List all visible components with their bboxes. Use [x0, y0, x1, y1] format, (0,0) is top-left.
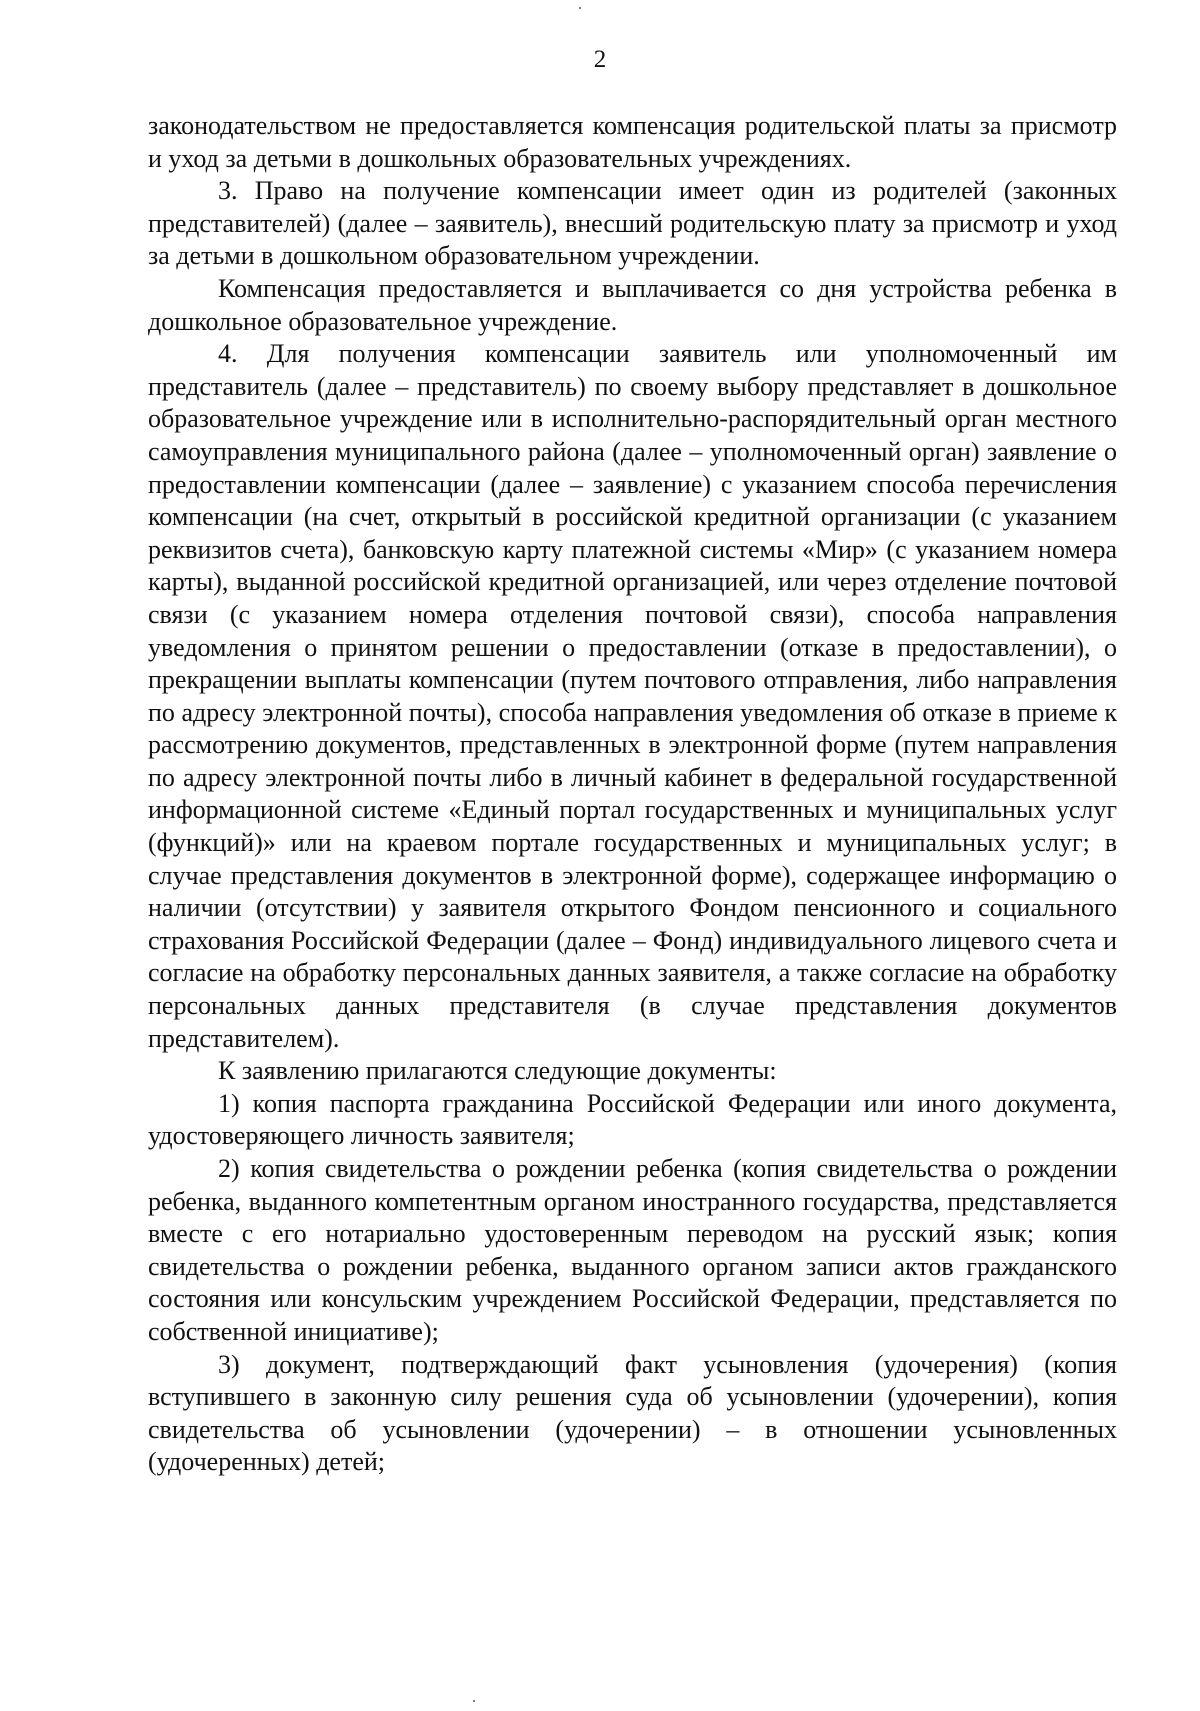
- paragraph-2: 3. Право на получение компенсации имеет один из родителей (законных представителей) (далее – заявитель), внесший родительскую плату за присмотр и уход за детьми в дошкольном образовательном учреждении.: [148, 176, 1117, 271]
- paragraph-4: 4. Для получения компенсации заявитель или уполномоченный им представитель (далее – представитель) по своему выбору представляет в дошкольное образовательное учреждение или в исполнительно-распорядительный орган местного самоуправления муниципального района (далее – уполномоченный орган) заявление о предоставлении компенсации (далее – заявление) с указанием способа перечисления компенсации (на счет, открытый в российской кредитной организации (с указанием реквизитов счета), банковскую карту платежной системы «Мир» (с указанием номера карты), выданной российской кредитной организацией, или через отделение почтовой связи (с указанием номера отделения почтовой связи), способа направления уведомления о принятом решении о предоставлении (отказе в предоставлении), о прекращении выплаты компенсации (путем почтового отправления, либо направления по адресу электронной почты), способа направления уведомления об отказе в приеме к рассмотрению документов, представленных в электронной форме (путем направления по адресу электронной почты либо в личный кабинет в федеральной государственной информационной системе «Единый портал государственных и муниципальных услуг (функций)» или на краевом портале государственных и муниципальных услуг; в случае представления документов в электронной форме), содержащее информацию о наличии (отсутствии) у заявителя открытого Фондом пенсионного и социального страхования Российской Федерации (далее – Фонд) индивидуального лицевого счета и согласие на обработку персональных данных заявителя, а также согласие на обработку персональных данных представителя (в случае представления документов представителем).: [148, 339, 1117, 1053]
- scan-speck-bottom: [473, 1700, 475, 1702]
- paragraph-3: Компенсация предоставляется и выплачивается со дня устройства ребенка в дошкольное образовательное учреждение.: [148, 273, 1117, 336]
- list-item-1: 1) копия паспорта гражданина Российской Федерации или иного документа, удостоверяющего личность заявителя;: [148, 1088, 1117, 1151]
- paragraph-5: К заявлению прилагаются следующие документы:: [218, 1056, 777, 1086]
- list-item-2: 2) копия свидетельства о рождении ребенка (копия свидетельства о рождении ребенка, выданного компетентным органом иностранного государства, представляется вместе с его нотариально удостоверенным переводом на русский язык; копия свидетельства о рождении ребенка, выданного органом записи актов гражданского состояния или консульским учреждением Российской Федерации, представляется по собственной инициативе);: [148, 1154, 1117, 1346]
- list-item-3: 3) документ, подтверждающий факт усыновления (удочерения) (копия вступившего в законную силу решения суда об усыновлении (удочерении), копия свидетельства об усыновлении (удочерении) – в отношении усыновленных (удочеренных) детей;: [148, 1349, 1117, 1477]
- scan-speck-top: [579, 7, 581, 9]
- page-number: 2: [593, 46, 607, 73]
- document-body: [148, 110, 1117, 1479]
- paragraph-1: законодательством не предоставляется компенсация родительской платы за присмотр и уход за детьми в дошкольных образовательных учреждениях.: [148, 111, 1117, 173]
